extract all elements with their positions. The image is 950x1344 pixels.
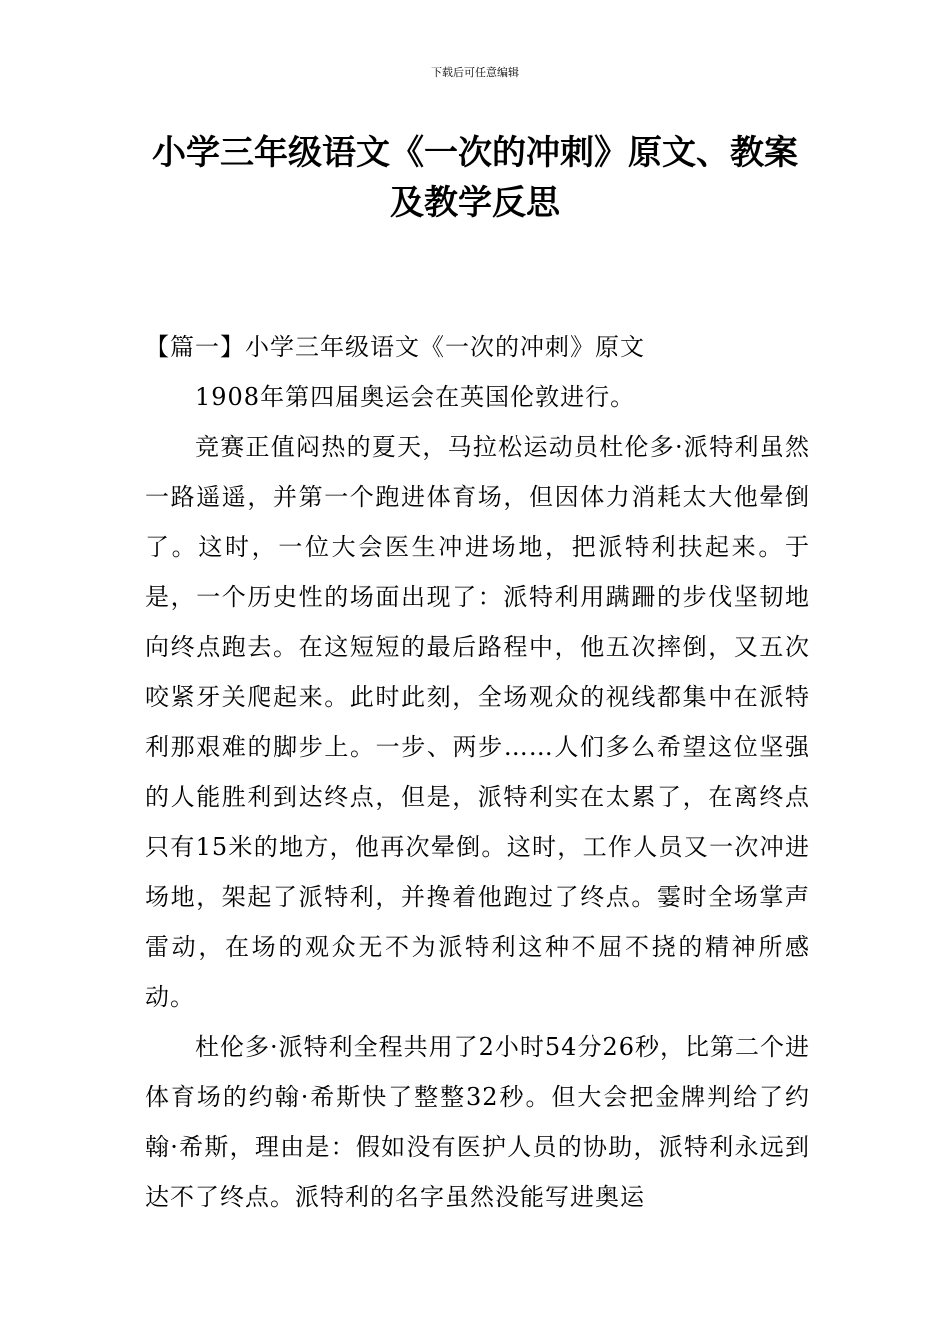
section-heading: 【篇一】小学三年级语文《一次的冲刺》原文 [145,333,645,361]
paragraph: 竞赛正值闷热的夏天，马拉松运动员杜伦多·派特利虽然一路遥遥，并第一个跑进体育场，但因体力消耗太大他晕倒了。这时，一位大会医生冲进场地，把派特利扶起来。于是，一个历史性的场面出现了：派特利用蹒跚的步伐坚韧地向终点跑去。在这短短的最后路程中，他五次摔倒，又五次咬紧牙关爬起来。此时此刻，全场观众的视线都集中在派特利那艰难的脚步上。一步、两步……人们多么希望这位坚强的人能胜利到达终点，但是，派特利实在太累了，在离终点只有15米的地方，他再次晕倒。这时，工作人员又一次冲进场地，架起了派特利，并搀着他跑过了终点。霎时全场掌声雷动，在场的观众无不为派特利这种不屈不挠的精神所感动。 [145,433,810,1011]
document-title: 小学三年级语文《一次的冲刺》原文、教案及教学反思 [152,133,798,223]
paragraph: 杜伦多·派特利全程共用了2小时54分26秒，比第二个进体育场的约翰·希斯快了整整32秒。但大会把金牌判给了约翰·希斯，理由是：假如没有医护人员的协助，派特利永远到达不了终点。派特利的名字虽然没能写进奥运 [145,1033,810,1211]
page-header-note: 下载后可任意编辑 [431,66,519,79]
document-body [145,322,810,1222]
paragraph: 1908年第四届奥运会在英国伦敦进行。 [195,383,636,411]
